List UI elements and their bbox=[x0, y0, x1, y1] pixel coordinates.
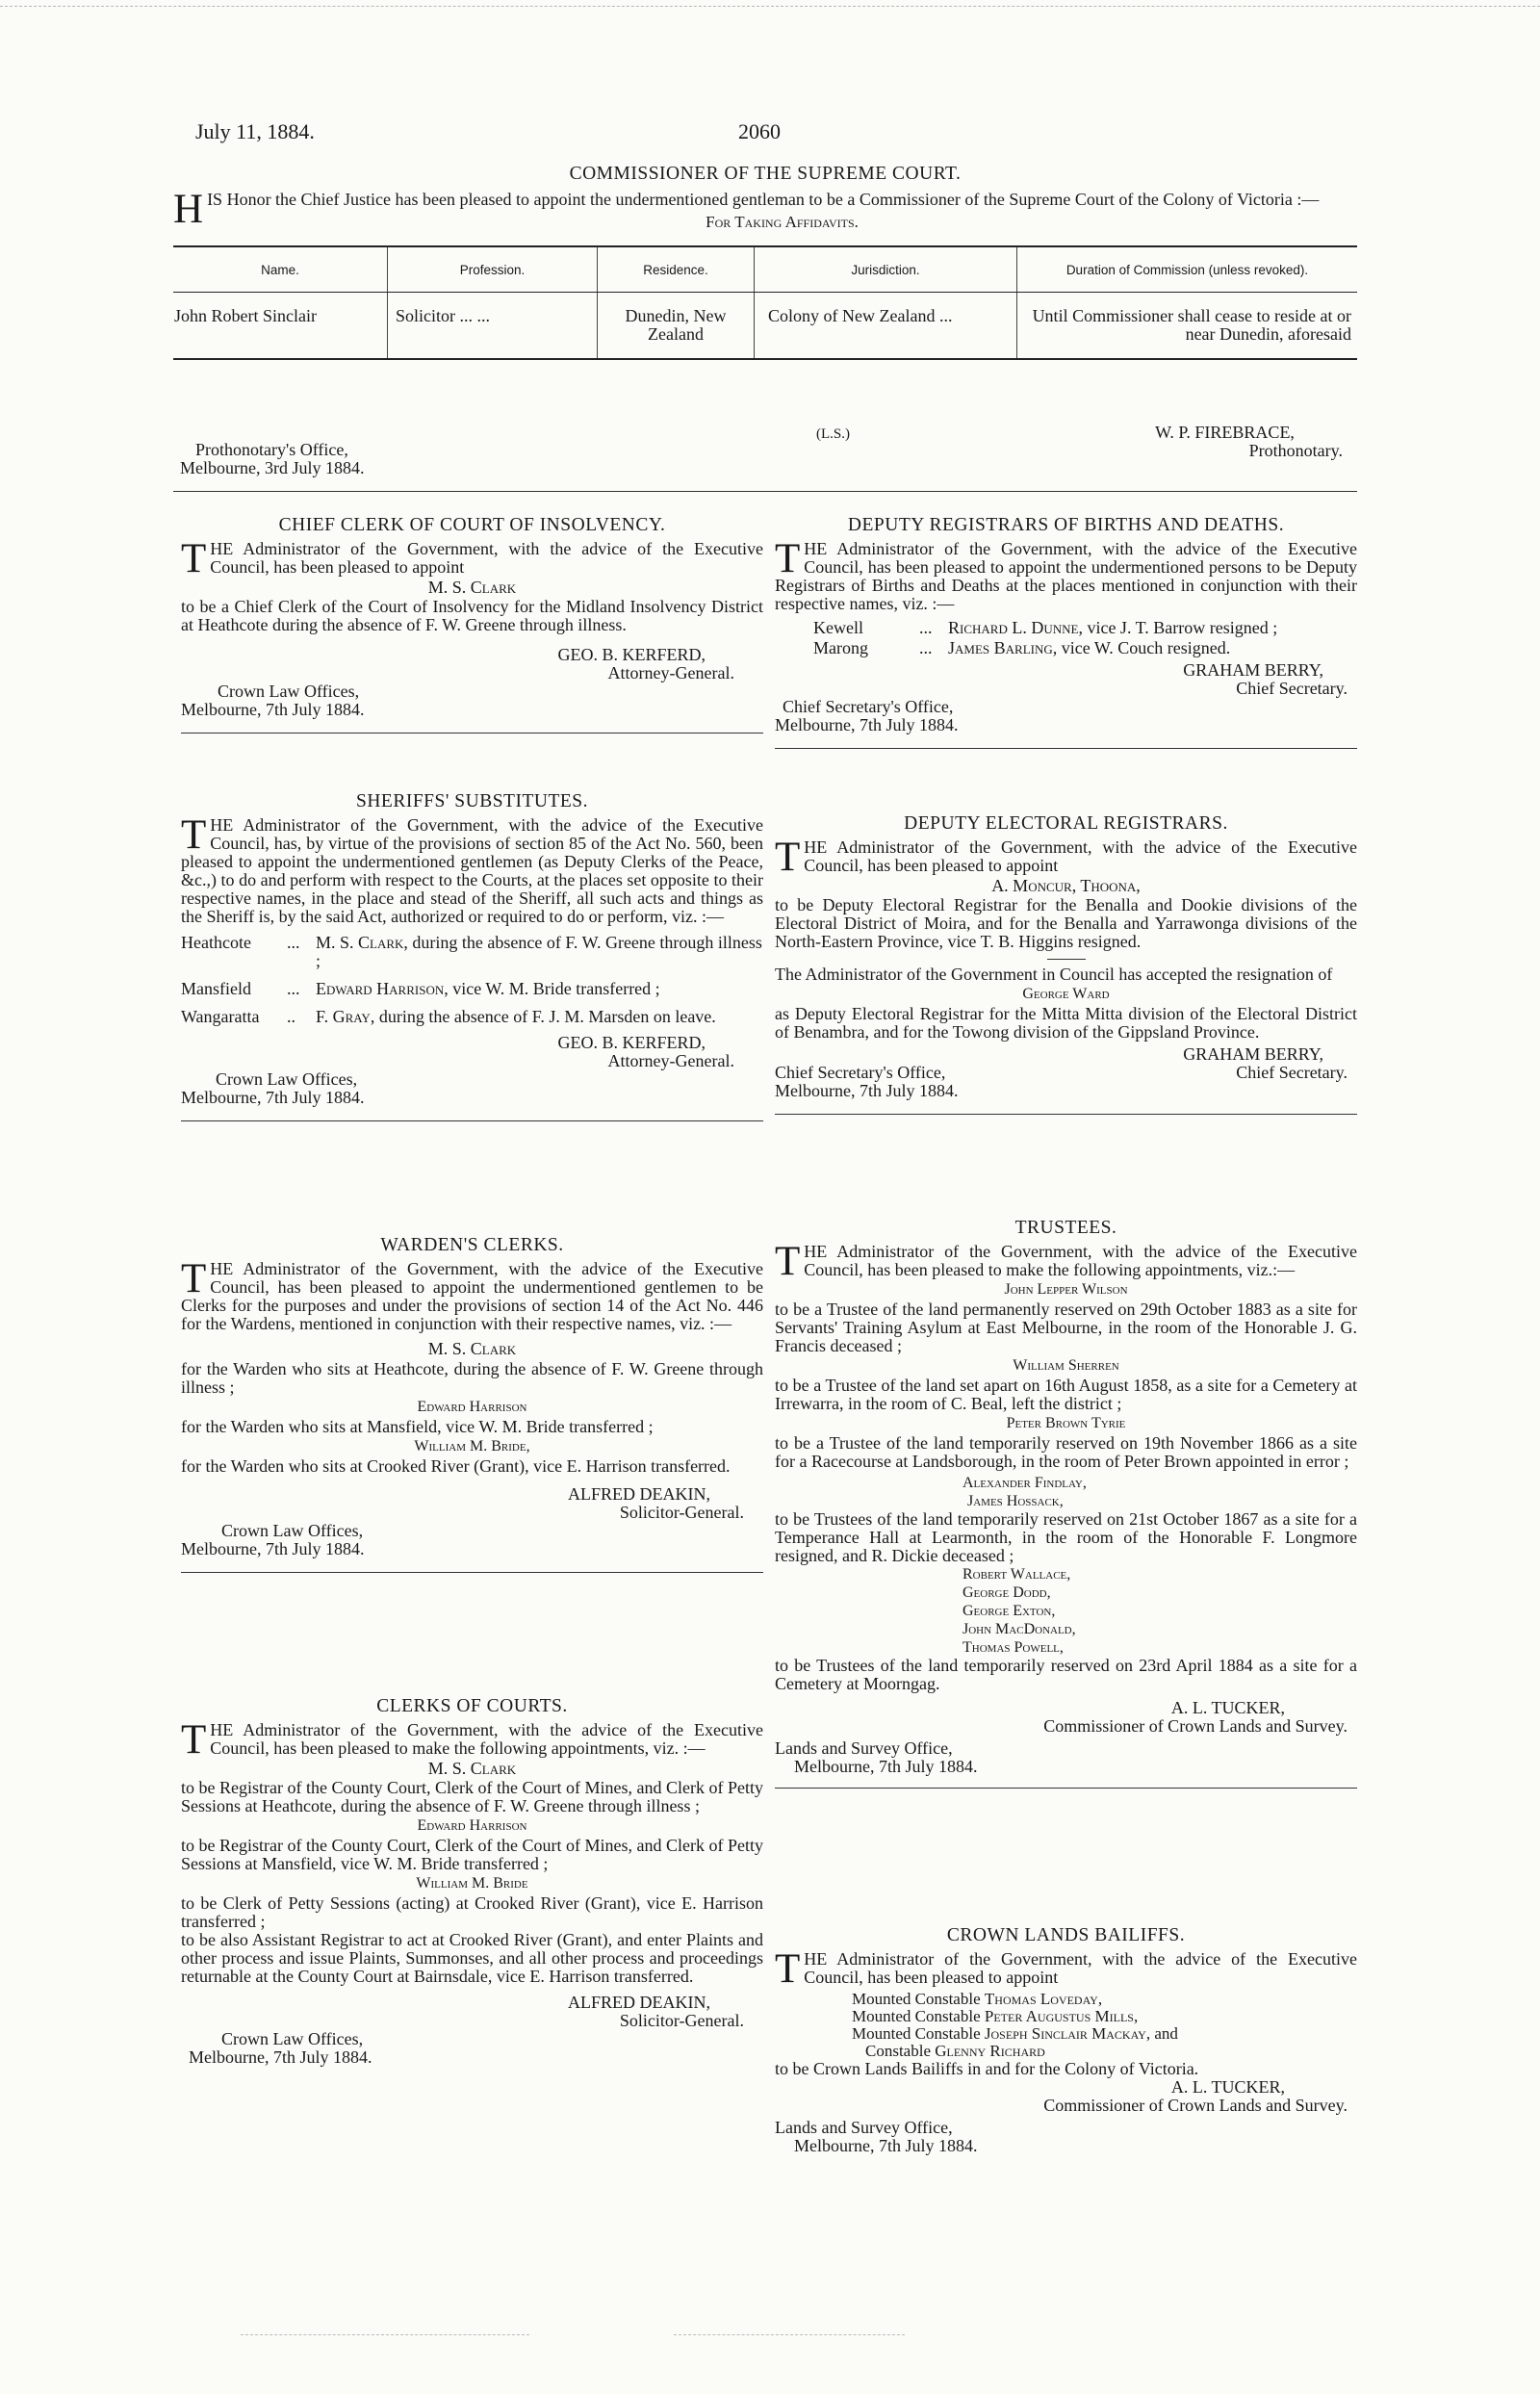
entry-place: Mansfield bbox=[181, 979, 251, 998]
list-item bbox=[852, 2025, 1357, 2043]
signer-name: A. L. TUCKER, bbox=[1170, 2077, 1285, 2097]
seal-label: (L.S.) bbox=[816, 426, 850, 442]
notice-intro: THE Administrator of the Government, with the advice of the Executive Council, has, by virtue of the provisions of section 85 of the Act No. 560, been pleased to appoint the undermentioned gentlemen (as Deputy Clerks of the Peace, &c.,) to do and perform with respect to the Courts, at the places set opposite to their respective names, in the place and stead of the Sheriff, all such acts and things as the Sheriff is, by the said Act, authorized or required to do or perform, viz. :— bbox=[181, 812, 763, 926]
signer-title: Attorney-General. bbox=[607, 1051, 734, 1070]
bottom-edge-rule bbox=[241, 2334, 529, 2335]
notice-body: to be Crown Lands Bailiffs in and for the Colony of Victoria. bbox=[775, 2059, 1199, 2078]
page-date: July 11, 1884. bbox=[195, 119, 315, 143]
office-line: Chief Secretary's Office, bbox=[775, 1063, 946, 1082]
entry-dots: ... bbox=[287, 933, 300, 952]
list-item bbox=[813, 619, 1357, 637]
page-number: 2060 bbox=[738, 119, 781, 143]
entry-detail: , vice J. T. Barrow resigned ; bbox=[1078, 618, 1278, 637]
section-divider bbox=[181, 733, 763, 734]
entry-detail: , during the absence of F. W. Greene through illness ; bbox=[316, 933, 762, 970]
entry-place: Kewell bbox=[813, 618, 863, 637]
entry-name: Edward Harrison bbox=[316, 979, 445, 998]
notice-intro: THE Administrator of the Government, with the advice of the Executive Council, has been pleased to appoint the undermentioned persons to be Deputy Registrars of Births and Deaths at the places mentioned in conjunction with their respective names, viz. :— bbox=[775, 536, 1357, 613]
office-line: Crown Law Offices, bbox=[221, 1521, 364, 1540]
section-divider bbox=[775, 748, 1357, 749]
appointee-name: M. S. Clark bbox=[427, 578, 517, 597]
office-date-line: Melbourne, 7th July 1884. bbox=[775, 715, 959, 734]
office-date-line: Melbourne, 7th July 1884. bbox=[189, 2047, 372, 2067]
office-date-line: Melbourne, 7th July 1884. bbox=[181, 700, 365, 719]
appointee-name: Robert Wallace, bbox=[962, 1566, 1071, 1583]
list-item bbox=[181, 1008, 763, 1026]
section-divider bbox=[181, 1572, 763, 1573]
notice-intro: THE Administrator of the Government, with the advice of the Executive Council, has been pleased to make the following appointments, viz.:— bbox=[775, 1239, 1357, 1284]
section-title: WARDEN'S CLERKS. bbox=[380, 1235, 564, 1255]
commission-table-wrap bbox=[173, 245, 1357, 360]
office-date-line: Melbourne, 3rd July 1884. bbox=[180, 458, 365, 477]
office-line: Chief Secretary's Office, bbox=[783, 697, 954, 716]
section-title: DEPUTY ELECTORAL REGISTRARS. bbox=[904, 813, 1228, 834]
notice-body: as Deputy Electoral Registrar for the Mitta Mitta division of the Electoral District of Benambra, and for the Towong division of the Gippsland Province. bbox=[775, 1004, 1357, 1042]
clerks-courts-section bbox=[181, 1696, 763, 2067]
commissioner-intro: HIS Honor the Chief Justice has been pleased to appoint the undermentioned gentleman to be a Commissioner of the Supreme Court of the Colony of Victoria :— bbox=[173, 187, 1320, 232]
trustee-names bbox=[962, 1565, 1357, 1657]
entry-detail: , during the absence of F. J. M. Marsden on leave. bbox=[370, 1007, 716, 1026]
entry-dots: ... bbox=[919, 638, 933, 657]
table-header-cell: Name. bbox=[173, 246, 388, 293]
office-line: Crown Law Offices, bbox=[221, 2029, 364, 2048]
appointee-name: M. S. Clark bbox=[427, 1759, 517, 1778]
entry-detail: , vice W. Couch resigned. bbox=[1052, 638, 1231, 657]
appointee-name: William Sherren bbox=[1013, 1357, 1119, 1374]
commission-table bbox=[173, 245, 1357, 360]
table-header-row bbox=[173, 246, 1357, 293]
births-list bbox=[775, 619, 1357, 657]
notice-body: to be a Trustee of the land temporarily reserved on 19th November 1866 as a site for a Racecourse at Landsborough, in the room of Peter Brown appointed in error ; bbox=[775, 1433, 1357, 1471]
section-title: CHIEF CLERK OF COURT OF INSOLVENCY. bbox=[278, 515, 666, 535]
list-item bbox=[181, 980, 763, 998]
appointee-name: Thomas Loveday bbox=[984, 1990, 1098, 2008]
section-title: CROWN LANDS BAILIFFS. bbox=[946, 1925, 1186, 1945]
office-date-line: Melbourne, 7th July 1884. bbox=[181, 1088, 365, 1107]
appointee-name: William M. Bride, bbox=[414, 1438, 530, 1454]
notice-body: to be also Assistant Registrar to act at Crooked River (Grant), and enter Plaints and other process and issue Plaints, Summonses, and all other process and proceedings returnable at the County Court at Bairnsdale, vice E. Harrison transferred. bbox=[181, 1930, 763, 1986]
trailing-text: , bbox=[1097, 1990, 1103, 2008]
signer-title: Commissioner of Crown Lands and Survey. bbox=[1043, 1716, 1348, 1736]
short-divider bbox=[1047, 959, 1086, 960]
signer-title: Attorney-General. bbox=[607, 663, 734, 682]
appointee-name: Peter Brown Tyrie bbox=[1006, 1415, 1126, 1431]
notice-body: to be Trustees of the land temporarily reserved on 23rd April 1884 as a site for a Cemetery at Moorngag. bbox=[775, 1656, 1357, 1693]
table-cell: Colony of New Zealand ... bbox=[755, 293, 1017, 360]
entry-place: Wangaratta bbox=[181, 1007, 260, 1026]
office-date-line: Melbourne, 7th July 1884. bbox=[794, 2136, 978, 2155]
appointee-name: John MacDonald, bbox=[962, 1621, 1076, 1637]
bailiffs-section bbox=[775, 1925, 1357, 2155]
signer-name: ALFRED DEAKIN, bbox=[568, 1993, 710, 2012]
office-line: Lands and Survey Office, bbox=[775, 1738, 953, 1758]
notice-body: to be Registrar of the County Court, Clerk of the Court of Mines, and Clerk of Petty Sessions at Mansfield, vice W. M. Bride transferred ; bbox=[181, 1836, 763, 1873]
notice-intro: THE Administrator of the Government, with the advice of the Executive Council, has been pleased to appoint bbox=[181, 536, 763, 581]
notice-intro: THE Administrator of the Government, with the advice of the Executive Council, has been pleased to make the following appointments, viz. :— bbox=[181, 1717, 763, 1763]
appointee-name: Edward Harrison bbox=[417, 1399, 527, 1415]
table-header-cell: Jurisdiction. bbox=[755, 246, 1017, 293]
list-item bbox=[181, 934, 763, 970]
commissioner-section bbox=[173, 164, 1357, 360]
list-item bbox=[813, 639, 1357, 657]
signer-name: A. L. TUCKER, bbox=[1170, 1698, 1285, 1717]
entry-place: Heathcote bbox=[181, 933, 251, 952]
appointee-name: George Exton, bbox=[962, 1603, 1056, 1619]
electoral-section bbox=[775, 813, 1357, 1115]
sheriffs-section bbox=[181, 791, 763, 1121]
rank-text: Mounted Constable bbox=[852, 1990, 985, 2008]
office-date-line: Melbourne, 7th July 1884. bbox=[181, 1539, 365, 1558]
appointee-name: Peter Augustus Mills bbox=[984, 2007, 1134, 2025]
appointee-name: Thomas Powell, bbox=[962, 1639, 1064, 1656]
signer-name: W. P. FIREBRACE, bbox=[1155, 423, 1295, 442]
sheriffs-list bbox=[181, 934, 763, 1026]
section-title: SHERIFFS' SUBSTITUTES. bbox=[356, 791, 588, 811]
office-line: Crown Law Offices, bbox=[218, 682, 360, 701]
signer-title: Chief Secretary. bbox=[1236, 1063, 1348, 1082]
office-line: Prothonotary's Office, bbox=[195, 440, 348, 459]
appointee-name: M. S. Clark bbox=[427, 1339, 517, 1358]
resignee-name: George Ward bbox=[1022, 986, 1110, 1002]
signer-name: ALFRED DEAKIN, bbox=[568, 1484, 710, 1504]
signer-name: GRAHAM BERRY, bbox=[1183, 1044, 1323, 1064]
top-edge-rule bbox=[0, 6, 1540, 7]
entry-detail: , vice W. M. Bride transferred ; bbox=[444, 979, 660, 998]
section-divider bbox=[775, 1788, 1357, 1789]
signer-name: GEO. B. KERFERD, bbox=[557, 645, 706, 664]
table-row bbox=[173, 293, 1357, 360]
table-header-cell: Duration of Commission (unless revoked). bbox=[1017, 246, 1358, 293]
list-item bbox=[852, 2008, 1357, 2025]
signer-title: Prothonotary. bbox=[1248, 441, 1343, 460]
notice-intro: THE Administrator of the Government, with the advice of the Executive Council, has been pleased to appoint bbox=[775, 1946, 1357, 1992]
appointee-name: George Dodd, bbox=[962, 1584, 1051, 1601]
office-date-line: Melbourne, 7th July 1884. bbox=[775, 1081, 959, 1100]
appointee-text: A. Moncur, Thoona, bbox=[991, 876, 1141, 895]
appointee-name: John Lepper Wilson bbox=[1004, 1281, 1128, 1298]
deputy-births-section bbox=[775, 515, 1357, 749]
notice-body: to be Clerk of Petty Sessions (acting) at Crooked River (Grant), vice E. Harrison transferred ; bbox=[181, 1893, 763, 1931]
entry-place: Marong bbox=[813, 638, 868, 657]
appointee-name: James Hossack, bbox=[967, 1493, 1064, 1509]
notice-body: to be Trustees of the land temporarily reserved on 21st October 1867 as a site for a Temperance Hall at Learmonth, in the room of the Honorable F. Longmore resigned, and R. Dickie deceased ; bbox=[775, 1509, 1357, 1565]
table-cell: Dunedin, New Zealand bbox=[598, 293, 755, 360]
notice-body: to be a Trustee of the land set apart on 16th August 1858, as a site for a Cemetery at Irrewarra, in the room of C. Beal, left the district ; bbox=[775, 1376, 1357, 1413]
appointee-name: William M. Bride bbox=[416, 1875, 528, 1892]
section-title: TRUSTEES. bbox=[1014, 1218, 1117, 1238]
office-line: Lands and Survey Office, bbox=[775, 2118, 953, 2137]
entry-dots: .. bbox=[287, 1007, 295, 1026]
notice-body: to be a Chief Clerk of the Court of Insolvency for the Midland Insolvency District at Heathcote during the absence of F. W. Greene through illness. bbox=[181, 597, 763, 634]
notice-body: for the Warden who sits at Mansfield, vice W. M. Bride transferred ; bbox=[181, 1417, 654, 1436]
entry-name: M. S. Clark bbox=[316, 933, 404, 952]
section-title: DEPUTY REGISTRARS OF BIRTHS AND DEATHS. bbox=[847, 515, 1285, 535]
entry-dots: ... bbox=[287, 979, 300, 998]
notice-intro: THE Administrator of the Government, with the advice of the Executive Council, has been pleased to appoint bbox=[775, 835, 1357, 880]
rank-text: Mounted Constable bbox=[852, 2007, 985, 2025]
signer-title: Chief Secretary. bbox=[1236, 679, 1348, 698]
table-cell: Solicitor ... ... bbox=[388, 293, 598, 360]
table-cell: John Robert Sinclair bbox=[173, 293, 388, 360]
section-title: COMMISSIONER OF THE SUPREME COURT. bbox=[569, 164, 962, 184]
appointee-name: Edward Harrison bbox=[417, 1817, 527, 1834]
office-line: Crown Law Offices, bbox=[216, 1069, 358, 1089]
appointee-name: Alexander Findlay, bbox=[962, 1475, 1087, 1491]
signer-title: Solicitor-General. bbox=[619, 2011, 744, 2030]
notice-intro: THE Administrator of the Government, with the advice of the Executive Council, has been pleased to appoint the undermentioned gentlemen to be Clerks for the purposes and under the provisions of section 14 of the Act No. 446 for the Wardens, mentioned in conjunction with their respective names, viz. :— bbox=[181, 1256, 763, 1333]
section-subtitle: For Taking Affidavits. bbox=[706, 213, 859, 231]
signer-name: GRAHAM BERRY, bbox=[1183, 660, 1323, 680]
table-cell: Until Commissioner shall cease to reside at or near Dunedin, aforesaid bbox=[1017, 293, 1358, 360]
notice-body: to be Deputy Electoral Registrar for the Benalla and Dookie divisions of the Electoral District of Moira, and for the Benalla and Yarrawonga divisions of the North-Eastern Province, vice T. B. Higgins resigned. bbox=[775, 895, 1357, 951]
entry-dots: ... bbox=[919, 618, 933, 637]
appointee-name: Glenny Richard bbox=[935, 2042, 1045, 2060]
notice-body: The Administrator of the Government in Council has accepted the resignation of bbox=[775, 965, 1333, 984]
signer-name: GEO. B. KERFERD, bbox=[557, 1033, 706, 1052]
chief-clerk-section bbox=[181, 515, 763, 734]
notice-body: to be Registrar of the County Court, Clerk of the Court of Mines, and Clerk of Petty Sessions at Heathcote, during the absence of F. W. Greene through illness ; bbox=[181, 1778, 763, 1815]
list-item bbox=[852, 2043, 1357, 2060]
trustees-section bbox=[775, 1218, 1357, 1789]
notice-body: to be a Trustee of the land permanently reserved on 29th October 1883 as a site for Servants' Training Asylum at East Melbourne, in the room of the Honorable J. G. Francis deceased ; bbox=[775, 1300, 1357, 1355]
appointee-name bbox=[775, 875, 1357, 896]
wardens-section bbox=[181, 1235, 763, 1573]
section-divider bbox=[173, 491, 1357, 492]
trailing-text: , bbox=[1133, 2007, 1139, 2025]
notice-body: for the Warden who sits at Heathcote, during the absence of F. W. Greene through illness ; bbox=[181, 1359, 763, 1397]
bottom-edge-rule bbox=[674, 2334, 905, 2335]
table-header-cell: Profession. bbox=[388, 246, 598, 293]
entry-name: F. Gray bbox=[316, 1007, 371, 1026]
entry-name: James Barling bbox=[948, 638, 1053, 657]
signer-title: Solicitor-General. bbox=[619, 1503, 744, 1522]
trailing-text: , and bbox=[1145, 2024, 1178, 2043]
rank-text: Mounted Constable bbox=[852, 2024, 985, 2043]
appointee-name: Joseph Sinclair Mackay bbox=[984, 2024, 1146, 2043]
section-divider bbox=[181, 1120, 763, 1121]
bailiffs-list bbox=[775, 1991, 1357, 2060]
rank-text: Constable bbox=[865, 2042, 936, 2060]
list-item bbox=[852, 1991, 1357, 2008]
entry-name: Richard L. Dunne bbox=[948, 618, 1079, 637]
signer-title: Commissioner of Crown Lands and Survey. bbox=[1043, 2096, 1348, 2115]
table-header-cell: Residence. bbox=[598, 246, 755, 293]
office-date-line: Melbourne, 7th July 1884. bbox=[794, 1757, 978, 1776]
section-title: CLERKS OF COURTS. bbox=[376, 1696, 568, 1716]
section-divider bbox=[775, 1114, 1357, 1115]
notice-body: for the Warden who sits at Crooked River (Grant), vice E. Harrison transferred. bbox=[181, 1456, 731, 1476]
